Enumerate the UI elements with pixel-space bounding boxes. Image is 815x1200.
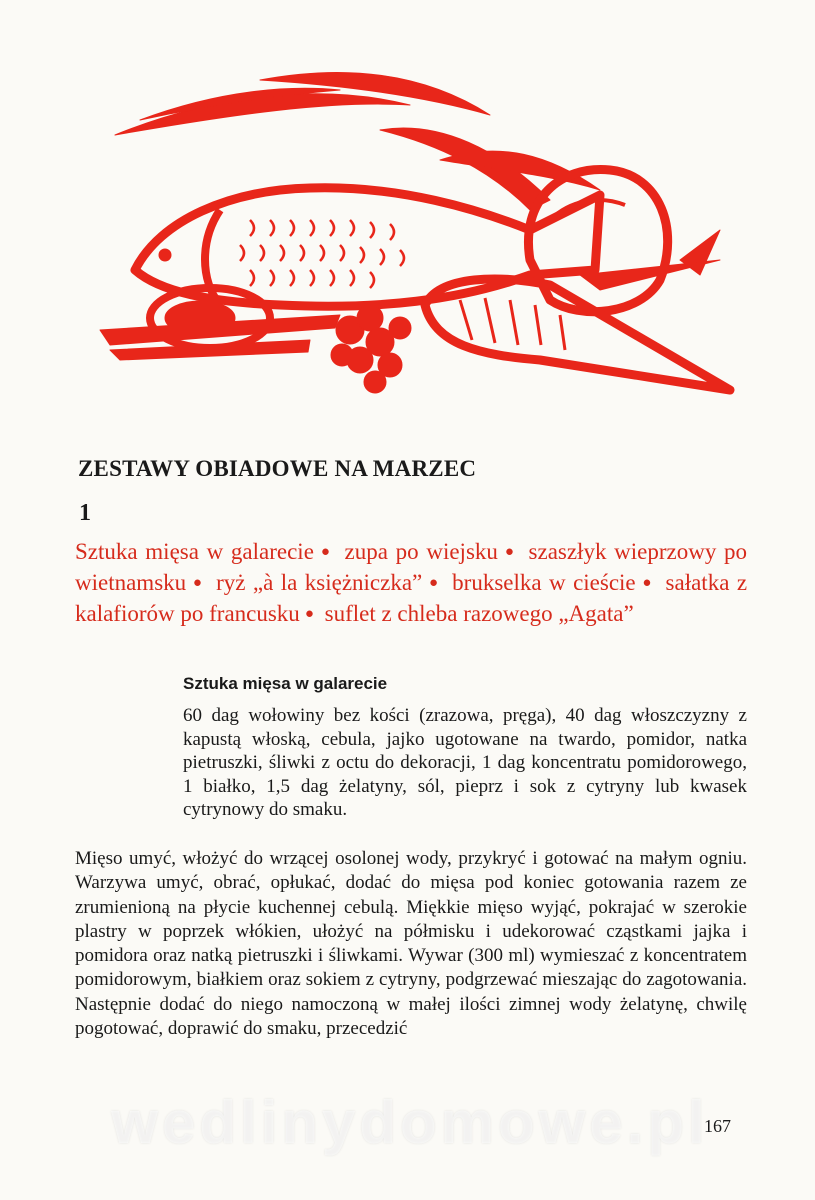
bullet-icon: ● bbox=[640, 575, 654, 591]
watermark: wedlinydomowe.pl bbox=[111, 1089, 709, 1156]
menu-item: suflet z chleba razowego „Agata” bbox=[324, 601, 634, 626]
bullet-icon: ● bbox=[502, 544, 516, 560]
menu-item: Sztuka mięsa w galarecie bbox=[75, 539, 314, 564]
fish-vegetables-woodcut-icon bbox=[80, 60, 740, 400]
bullet-icon: ● bbox=[318, 544, 332, 560]
bullet-icon: ● bbox=[427, 575, 440, 591]
menu-item: brukselka w cieście bbox=[452, 570, 636, 595]
recipe-ingredients: 60 dag wołowiny bez kości (zrazowa, pręga), 40 dag włoszczyzny z kapustą włoską, cebula, jajko ugotowane na twardo, pomidor, natka pietruszki, śliwki z octu do dekoracji, 1 dag koncentratu pomidorowego, 1 białko, 1,5 dag żelatyny, sól, pieprz i sok z cytryny lub kwasek cytrynowy do smaku. bbox=[183, 705, 747, 820]
page-number: 167 bbox=[704, 1116, 731, 1136]
menu-item: sałatka z kalafiorów po francusku bbox=[75, 570, 748, 626]
bullet-icon: ● bbox=[304, 606, 314, 622]
menu-item: szaszłyk wieprzowy po wietnamsku bbox=[75, 539, 748, 595]
menu-item: ryż „à la księżniczka” bbox=[216, 570, 423, 595]
menu-set-number: 1 bbox=[79, 500, 91, 526]
bullet-icon: ● bbox=[191, 575, 204, 591]
menu-list bbox=[75, 538, 747, 631]
section-title: ZESTAWY OBIADOWE NA MARZEC bbox=[78, 456, 477, 481]
menu-item: zupa po wiejsku bbox=[344, 539, 498, 564]
recipe-title: Sztuka mięsa w galarecie bbox=[183, 674, 388, 693]
recipe-instructions: Mięso umyć, włożyć do wrzącej osolonej wody, przykryć i gotować na małym ogniu. Warzywa umyć, obrać, opłukać, dodać do mięsa pod koniec gotowania razem ze zrumienioną na płycie kuchennej cebulą. Miękkie mięso wyjąć, pokrajać w szerokie plastry w poprzek włókien, ułożyć na półmisku i udekorować cząstkami jajka i pomidora oraz natką pietruszki i śliwkami. Wywar (300 ml) wymieszać z koncentratem pomidorowym, białkiem oraz sokiem z cytryny, podgrzewać mieszając do zagotowania. Następnie dodać do niego namoczoną w małej ilości zimnej wody żelatynę, chwilę pogotować, doprawić do smaku, przecedzić bbox=[75, 848, 747, 1040]
